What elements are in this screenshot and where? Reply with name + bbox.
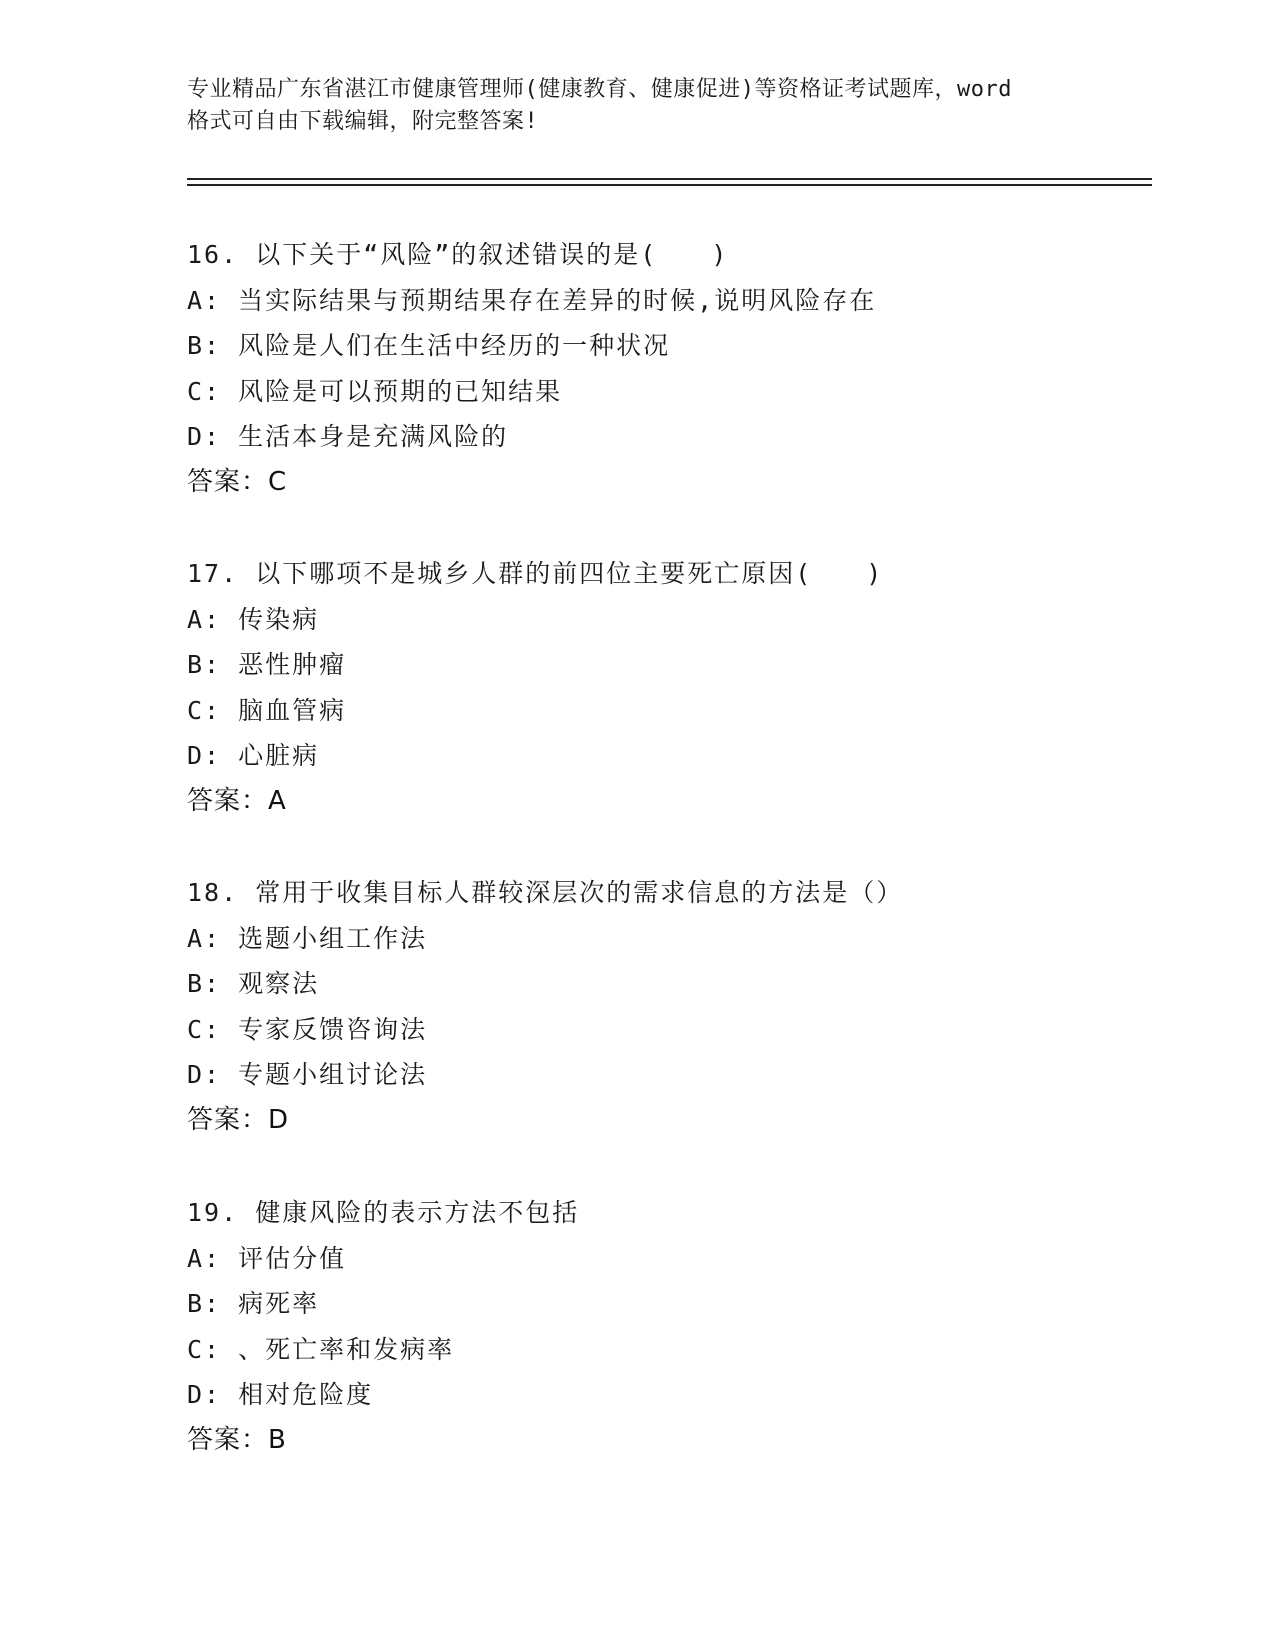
header-line-1: 专业精品广东省湛江市健康管理师(健康教育、健康促进)等资格证考试题库，word	[187, 77, 1012, 102]
header-divider-bottom	[187, 184, 1152, 186]
option-d: D: 相对危险度	[187, 1380, 374, 1409]
option-a: A: 评估分值	[187, 1243, 347, 1273]
option-a: A: 传染病	[187, 604, 320, 634]
question-19	[187, 1190, 1147, 1463]
question-17	[187, 551, 1147, 824]
option-d: D: 心脏病	[187, 741, 320, 770]
option-b: B: 风险是人们在生活中经历的一种状况	[187, 331, 671, 360]
header-divider-top	[187, 178, 1152, 180]
option-b: B: 观察法	[187, 969, 320, 998]
question-stem: 19. 健康风险的表示方法不包括	[187, 1198, 580, 1227]
answer: 答案：C	[187, 466, 288, 497]
option-c: C: 专家反馈咨询法	[187, 1014, 428, 1044]
question-stem: 16. 以下关于“风险”的叙述错误的是( )	[187, 240, 729, 269]
answer: 答案：B	[187, 1424, 287, 1455]
question-stem: 18. 常用于收集目标人群较深层次的需求信息的方法是（）	[187, 878, 904, 907]
option-b: B: 恶性肿瘤	[187, 650, 347, 679]
option-a: A: 选题小组工作法	[187, 923, 428, 953]
document-header	[187, 74, 1107, 138]
option-c: C: 、死亡率和发病率	[187, 1334, 455, 1364]
option-a: A: 当实际结果与预期结果存在差异的时候,说明风险存在	[187, 285, 877, 315]
option-d: D: 专题小组讨论法	[187, 1060, 428, 1089]
question-stem: 17. 以下哪项不是城乡人群的前四位主要死亡原因( )	[187, 559, 884, 588]
option-c: C: 脑血管病	[187, 695, 347, 725]
option-b: B: 病死率	[187, 1289, 320, 1318]
question-16	[187, 232, 1147, 505]
answer: 答案：D	[187, 1104, 290, 1135]
header-line-2: 格式可自由下载编辑，附完整答案!	[187, 109, 539, 134]
option-c: C: 风险是可以预期的已知结果	[187, 376, 563, 406]
question-18	[187, 870, 1147, 1143]
option-d: D: 生活本身是充满风险的	[187, 422, 509, 451]
answer: 答案：A	[187, 785, 287, 816]
